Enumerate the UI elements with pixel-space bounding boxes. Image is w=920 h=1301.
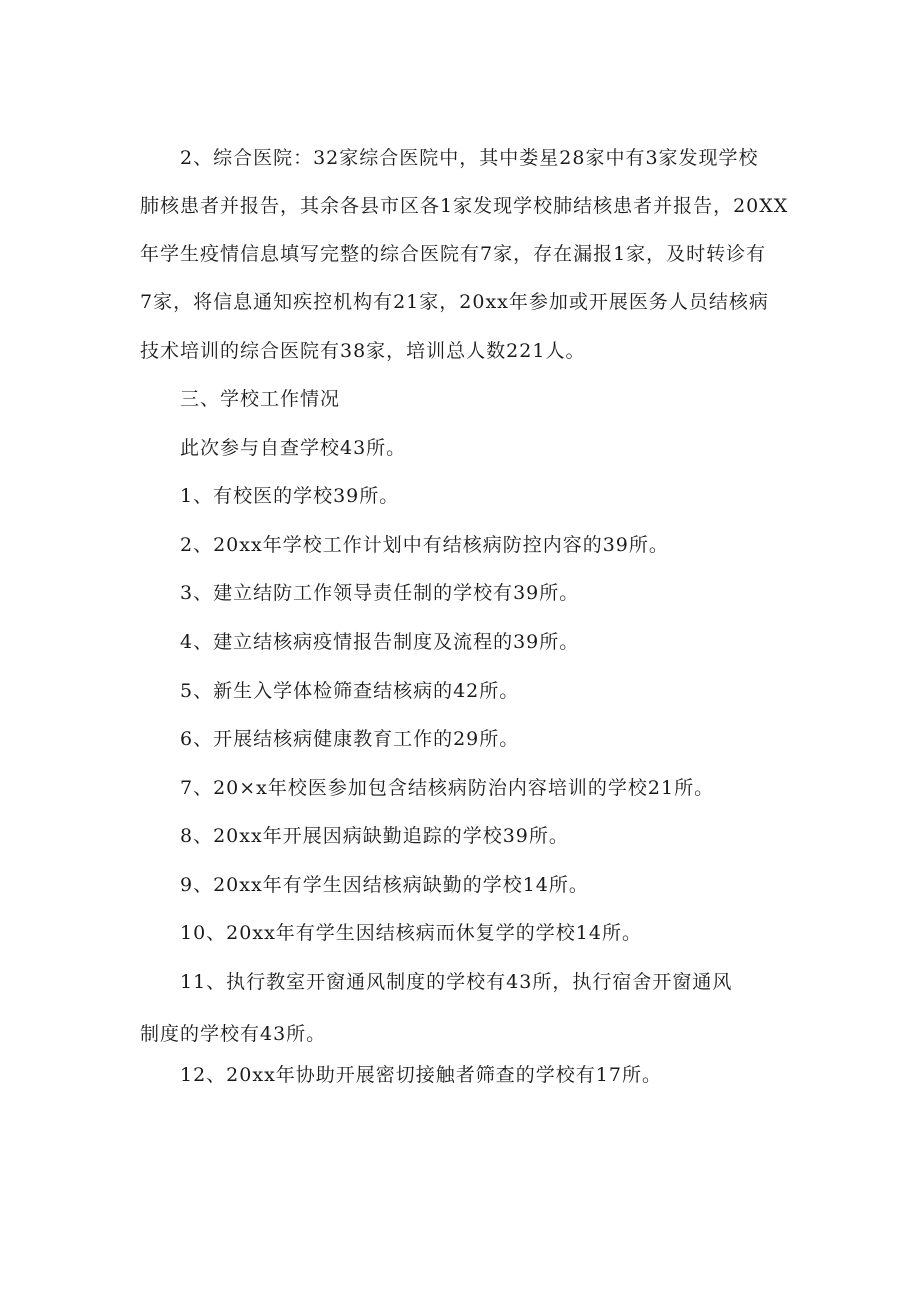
list-item: 9、20xx年有学生因结核病缺勤的学校14所。 <box>180 874 589 896</box>
hospital-paragraph-line-2: 肺核患者并报告，其余各县市区各1家发现学校肺结核患者并报告，20XX <box>140 195 789 217</box>
hospital-paragraph-line-5: 技术培训的综合医院有38家，培训总人数221人。 <box>140 340 586 362</box>
list-item: 4、建立结核病疫情报告制度及流程的39所。 <box>180 631 580 653</box>
list-item: 6、开展结核病健康教育工作的29所。 <box>180 728 520 750</box>
list-item: 3、建立结防工作领导责任制的学校有39所。 <box>180 582 580 604</box>
hospital-paragraph-line-1: 2、综合医院：32家综合医院中，其中娄星28家中有3家发现学校 <box>180 147 759 169</box>
list-item-11-line-2: 制度的学校有43所。 <box>140 1023 327 1045</box>
hospital-paragraph-line-3: 年学生疫情信息填写完整的综合医院有7家，存在漏报1家，及时转诊有 <box>140 243 767 265</box>
list-item: 10、20xx年有学生因结核病而休复学的学校14所。 <box>180 922 642 944</box>
list-item: 8、20xx年开展因病缺勤追踪的学校39所。 <box>180 825 569 847</box>
list-item: 5、新生入学体检筛查结核病的42所。 <box>180 680 520 702</box>
section-heading: 三、学校工作情况 <box>180 388 341 410</box>
hospital-paragraph-line-4: 7家，将信息通知疾控机构有21家，20xx年参加或开展医务人员结核病 <box>140 291 769 313</box>
list-item-12: 12、20xx年协助开展密切接触者筛查的学校有17所。 <box>180 1064 662 1086</box>
intro-text: 此次参与自查学校43所。 <box>180 437 407 459</box>
list-item: 7、20×x年校医参加包含结核病防治内容培训的学校21所。 <box>180 777 715 799</box>
list-item: 1、有校医的学校39所。 <box>180 485 400 507</box>
list-item: 2、20xx年学校工作计划中有结核病防控内容的39所。 <box>180 534 669 556</box>
list-item-11-line-1: 11、执行教室开窗通风制度的学校有43所，执行宿舍开窗通风 <box>180 971 733 993</box>
